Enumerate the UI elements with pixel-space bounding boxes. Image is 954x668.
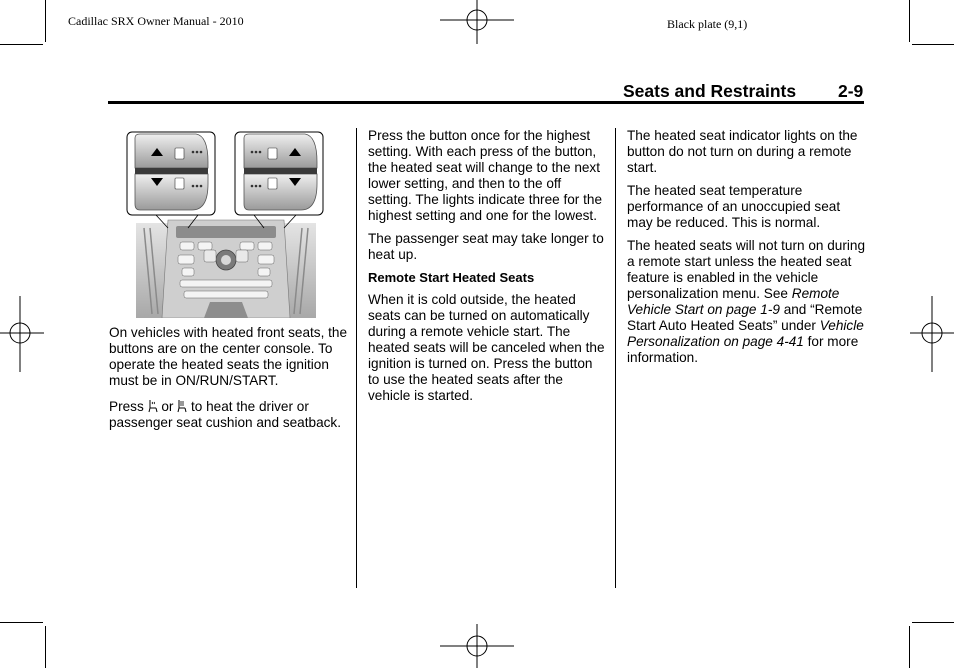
heated-seat-cushion-icon (148, 399, 158, 413)
crop-mark (45, 626, 46, 668)
column-2 (368, 128, 606, 411)
paragraph: The heated seat temperature performance of an unoccupied seat may be reduced. This is normal. (627, 183, 841, 230)
page-number: 2-9 (838, 81, 864, 101)
heated-seat-buttons-illustration (118, 128, 334, 318)
manual-title: Cadillac SRX Owner Manual - 2010 (68, 14, 244, 28)
column-divider (356, 128, 357, 588)
paragraph: On vehicles with heated front seats, the buttons are on the center console. To operate the heated seats the ignition must be in ON/RUN/START. (109, 325, 348, 388)
column-1 (109, 325, 349, 438)
plate-label: Black plate (9,1) (667, 17, 748, 31)
column-divider (615, 128, 616, 588)
text-fragment: or (161, 399, 174, 414)
text-fragment: and “Remote Start Auto Heated Seats” under (627, 302, 863, 333)
cross-reference-link[interactable]: Vehicle Personalization on page 4-41 (627, 318, 864, 349)
crop-mark (909, 0, 910, 42)
section-title: Seats and Restraints (623, 81, 797, 101)
text-fragment: Press (109, 399, 144, 414)
subheading: Remote Start Heated Seats (368, 270, 535, 285)
paragraph (109, 399, 349, 431)
crop-mark (45, 0, 46, 42)
registration-mark-bottom (440, 624, 516, 668)
crop-mark (912, 44, 954, 45)
cross-reference-link[interactable]: Remote Vehicle Start on page 1-9 (627, 286, 840, 317)
registration-mark-left (0, 296, 44, 372)
heated-seatback-icon (177, 399, 187, 413)
crop-mark (0, 622, 43, 623)
crop-mark (912, 622, 954, 623)
paragraph: The heated seat indicator lights on the button do not turn on during a remote start. (627, 128, 858, 175)
registration-mark-top (440, 0, 516, 44)
registration-mark-right (910, 296, 954, 372)
paragraph: Press the button once for the highest setting. With each press of the button, the heated seat will change to the next lower setting, and then to the off setting. The lights indicate three for the highest setting and one for the lowest. (368, 128, 603, 223)
paragraph: When it is cold outside, the heated seats can be turned on automatically during a remote vehicle start. The heated seats will be canceled when the ignition is turned on. Press the button to use the heated seats after the vehicle is started. (368, 292, 605, 403)
header-rule (108, 101, 864, 104)
column-3 (627, 128, 867, 373)
crop-mark (909, 626, 910, 668)
crop-mark (0, 44, 43, 45)
paragraph (627, 238, 867, 366)
text-fragment: The heated seats will not turn on during a remote start unless the heated seat feature is enabled in the vehicle personalization menu. See (627, 238, 866, 301)
text-fragment: to heat the driver or passenger seat cushion and seatback. (109, 399, 342, 430)
text-fragment: for more information. (627, 334, 859, 365)
paragraph: The passenger seat may take longer to heat up. (368, 231, 604, 262)
